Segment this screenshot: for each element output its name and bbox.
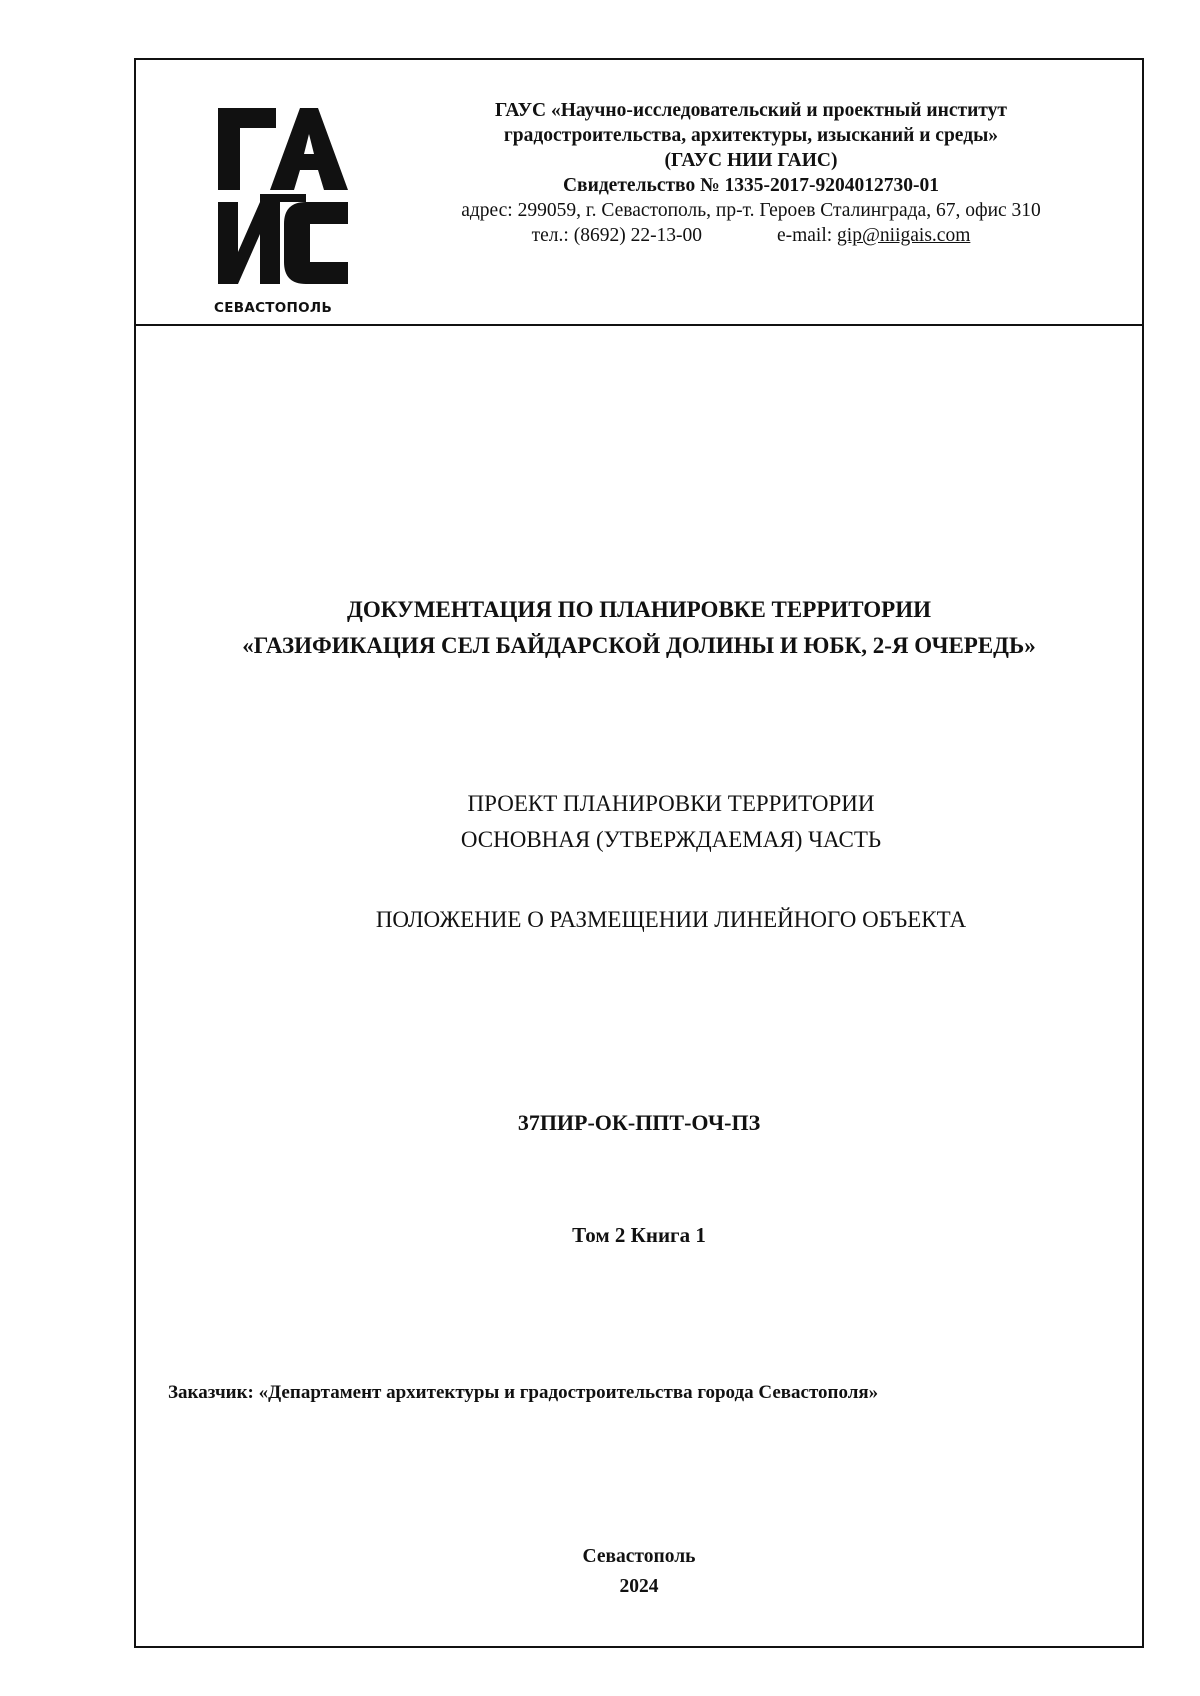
organization-info — [376, 98, 1126, 248]
footer-place-year — [136, 1542, 1142, 1602]
logo-caption: СЕВАСТОПОЛЬ — [214, 300, 333, 316]
volume-book: Том 2 Книга 1 — [572, 1223, 706, 1247]
subtitle-line1: ПРОЕКТ ПЛАНИРОВКИ ТЕРРИТОРИИ — [467, 791, 875, 816]
certificate-number: Свидетельство № 1335-2017-9204012730-01 — [562, 175, 940, 196]
org-email-link[interactable]: gip@niigais.com — [837, 225, 971, 246]
footer-city: Севастополь — [582, 1546, 696, 1567]
document-code: 37ПИР-ОК-ППТ-ОЧ-ПЗ — [517, 1110, 761, 1135]
subtitle-line2: ОСНОВНАЯ (УТВЕРЖДАЕМАЯ) ЧАСТЬ — [460, 827, 882, 852]
document-title-line1: ДОКУМЕНТАЦИЯ ПО ПЛАНИРОВКЕ ТЕРРИТОРИИ — [347, 597, 931, 622]
org-phone: тел.: (8692) 22-13-00 — [531, 225, 703, 246]
header-block — [136, 60, 1142, 326]
document-title — [136, 592, 1142, 664]
email-label: e-mail: — [776, 225, 833, 246]
project-subtitle — [200, 786, 1142, 858]
section-title — [200, 902, 1142, 938]
org-name-line2: градостроительства, архитектуры, изысканий и среды» — [503, 125, 999, 146]
page-frame — [134, 58, 1144, 1648]
gaus-logo — [214, 104, 354, 314]
org-short-name: (ГАУС НИИ ГАИС) — [664, 150, 838, 171]
org-name-line1: ГАУС «Научно-исследовательский и проектный институт — [495, 100, 1007, 121]
document-title-line2: «ГАЗИФИКАЦИЯ СЕЛ БАЙДАРСКОЙ ДОЛИНЫ И ЮБК, 2-Я ОЧЕРЕДЬ» — [242, 633, 1036, 658]
customer-line: Заказчик: «Департамент архитектуры и градостроительства города Севастополя» — [168, 1382, 879, 1403]
org-contacts — [376, 223, 1126, 248]
footer-year: 2024 — [619, 1576, 659, 1597]
gaus-logo-icon — [214, 104, 354, 294]
subtitle-line3: ПОЛОЖЕНИЕ О РАЗМЕЩЕНИИ ЛИНЕЙНОГО ОБЪЕКТА — [375, 907, 967, 932]
org-address: адрес: 299059, г. Севастополь, пр-т. Героев Сталинграда, 67, офис 310 — [461, 200, 1041, 221]
